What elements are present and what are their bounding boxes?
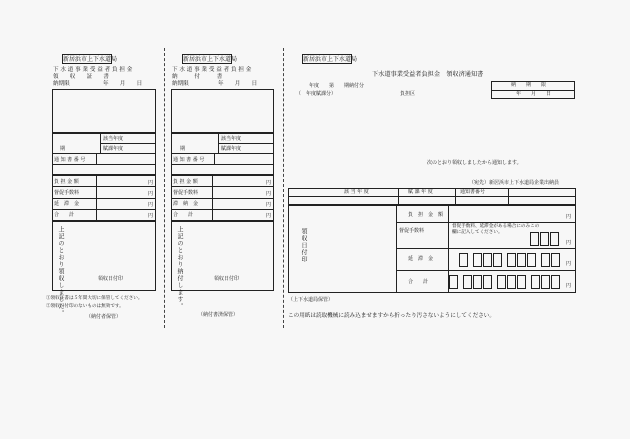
stub1-due-label: 納期限 bbox=[53, 81, 70, 87]
stub2-row-fee-unit: 円 bbox=[266, 191, 272, 197]
main-district-label: 負担区 bbox=[400, 91, 416, 97]
main-row-total-label: 合 計 bbox=[408, 279, 429, 285]
stub2-received-text: 上記のとおり納付します。 bbox=[176, 226, 183, 310]
stub2-notice-no-label: 通 知 書 番 号 bbox=[173, 157, 205, 163]
late-digit-6[interactable] bbox=[517, 253, 526, 267]
perforation-2 bbox=[283, 48, 284, 328]
stub2-receipt-stamp-label: 領収日付印 bbox=[214, 276, 240, 282]
main-col-assess: 賦 課 年 度 bbox=[408, 189, 433, 195]
stub2-row-amount-label: 負 担 金 額 bbox=[173, 179, 198, 185]
main-period-line: 年度 第 期納付分 bbox=[309, 83, 365, 89]
late-digit-4[interactable] bbox=[493, 253, 502, 267]
total-digit-7[interactable] bbox=[517, 275, 526, 289]
total-digit-8[interactable] bbox=[531, 275, 540, 289]
stub2-due-units: 年 月 日 bbox=[218, 81, 258, 87]
stub1-keeper: （納付者保管） bbox=[86, 314, 122, 320]
stub1-row-late-label: 延 滞 金 bbox=[54, 201, 80, 207]
late-digit-3[interactable] bbox=[483, 253, 492, 267]
total-digit-3[interactable] bbox=[473, 275, 482, 289]
main-assess-line: （ 年度賦課分） bbox=[296, 91, 337, 97]
main-keeper: （上下水道局保管） bbox=[288, 297, 334, 303]
late-digit-5[interactable] bbox=[507, 253, 516, 267]
late-digit-9[interactable] bbox=[551, 253, 560, 267]
stub2-row-late-label: 滞 納 金 bbox=[173, 201, 199, 207]
main-due-header: 納 期 限 bbox=[511, 82, 547, 88]
main-row-amount-label: 負 担 金 額 bbox=[408, 212, 444, 218]
main-title: 下水道事業受益者負担金 領収済通知書 bbox=[372, 71, 484, 78]
fee-digit-2[interactable] bbox=[540, 232, 549, 246]
late-digit-1[interactable] bbox=[459, 253, 468, 267]
stub1-stamp-area bbox=[52, 89, 156, 133]
stub2-row-total-label: 合 計 bbox=[173, 212, 194, 218]
stub2-due-label: 納期限 bbox=[172, 81, 189, 87]
total-digit-10[interactable] bbox=[551, 275, 560, 289]
fee-digit-3[interactable] bbox=[550, 232, 559, 246]
stub1-assess-year-label: 賦課年度 bbox=[103, 146, 124, 152]
main-issuer-stamp: 新居浜市上下水道局 bbox=[303, 56, 358, 63]
stub1-due-units: 年 月 日 bbox=[103, 81, 143, 87]
stub1-row-total-label: 合 計 bbox=[54, 212, 75, 218]
main-row-total-unit: 円 bbox=[566, 283, 572, 289]
stub1-title-line2: 領 収 証 書 bbox=[53, 74, 109, 80]
main-fee-note: 督促手数料、延滞金がある場合にのみこの欄に記入してください。 bbox=[452, 224, 540, 235]
stub1-row-total-unit: 円 bbox=[148, 213, 154, 219]
stub2-assess-year-label: 賦課年度 bbox=[221, 146, 242, 152]
stub1-issuer-stamp: 新居浜市上下水道局 bbox=[63, 56, 118, 63]
stub1-receipt-stamp-label: 領収日付印 bbox=[98, 276, 124, 282]
fee-digit-1[interactable] bbox=[530, 232, 539, 246]
main-addressee: （宛先）新居浜市上下水道局企業出納員 bbox=[469, 180, 560, 186]
stub1-note2: ②領収日付印のないものは無効です。 bbox=[46, 304, 124, 309]
stub1-row-amount-label: 負 担 金 額 bbox=[54, 179, 79, 185]
stub2-title-line2: 納 付 書 bbox=[172, 74, 223, 80]
stub2-period-label: 期 bbox=[180, 146, 186, 152]
stub1-row-late-unit: 円 bbox=[148, 202, 154, 208]
stub1-row-fee-label: 督促手数料 bbox=[54, 190, 80, 196]
stub1-notice-no-label: 通 知 書 番 号 bbox=[54, 157, 86, 163]
perforation-1 bbox=[164, 48, 165, 328]
stub2-row-total-unit: 円 bbox=[266, 213, 272, 219]
stub2-row-fee-label: 督促手数料 bbox=[173, 190, 199, 196]
stub1-period-label: 期 bbox=[60, 146, 66, 152]
main-col-notice: 通知書番号 bbox=[460, 189, 486, 195]
total-digit-4[interactable] bbox=[483, 275, 492, 289]
stub1-row-amount-unit: 円 bbox=[148, 180, 154, 186]
stub2-stamp-area bbox=[171, 89, 274, 133]
main-row-amount-unit: 円 bbox=[566, 214, 572, 220]
late-digit-7[interactable] bbox=[527, 253, 536, 267]
stub2-row-late-unit: 円 bbox=[266, 202, 272, 208]
total-digit-9[interactable] bbox=[541, 275, 550, 289]
stub1-year-label: 該当年度 bbox=[103, 136, 124, 142]
late-digit-2[interactable] bbox=[473, 253, 482, 267]
main-footer-note: この用紙は読取機械に読み込ませますから折ったり汚さないようにしてください。 bbox=[288, 313, 495, 319]
stub2-issuer-stamp: 新居浜市上下水道局 bbox=[183, 56, 238, 63]
stub2-title-line1: 下 水 道 事 業 受 益 者 負 担 金 bbox=[172, 67, 252, 73]
total-digit-6[interactable] bbox=[507, 275, 516, 289]
total-digit-5[interactable] bbox=[497, 275, 506, 289]
main-received-message: 次のとおり領収しましたから通知します。 bbox=[427, 160, 522, 166]
stub1-received-text: 上記のとおり領収しました。 bbox=[57, 226, 64, 317]
stub2-row-amount-unit: 円 bbox=[266, 180, 272, 186]
stub2-keeper: （納付書済保管） bbox=[198, 312, 239, 318]
stub1-note1: ①領収証書は５年間大切に保管してください。 bbox=[46, 296, 143, 301]
late-digit-8[interactable] bbox=[541, 253, 550, 267]
main-row-late-unit: 円 bbox=[566, 261, 572, 267]
stub2-year-label: 該当年度 bbox=[221, 136, 242, 142]
main-due-units: 年 月 日 bbox=[516, 91, 552, 97]
main-row-fee-unit: 円 bbox=[566, 240, 572, 246]
main-row-late-label: 延 滞 金 bbox=[408, 256, 434, 262]
main-col-year: 該 当 年 度 bbox=[344, 189, 369, 195]
stub1-row-fee-unit: 円 bbox=[148, 191, 154, 197]
total-digit-2[interactable] bbox=[463, 275, 472, 289]
main-receipt-stamp-label: 領収日付印 bbox=[300, 228, 307, 263]
total-digit-1[interactable] bbox=[449, 275, 458, 289]
main-row-fee-label: 督促手数料 bbox=[399, 228, 425, 234]
stub1-title-line1: 下 水 道 事 業 受 益 者 負 担 金 bbox=[53, 67, 133, 73]
